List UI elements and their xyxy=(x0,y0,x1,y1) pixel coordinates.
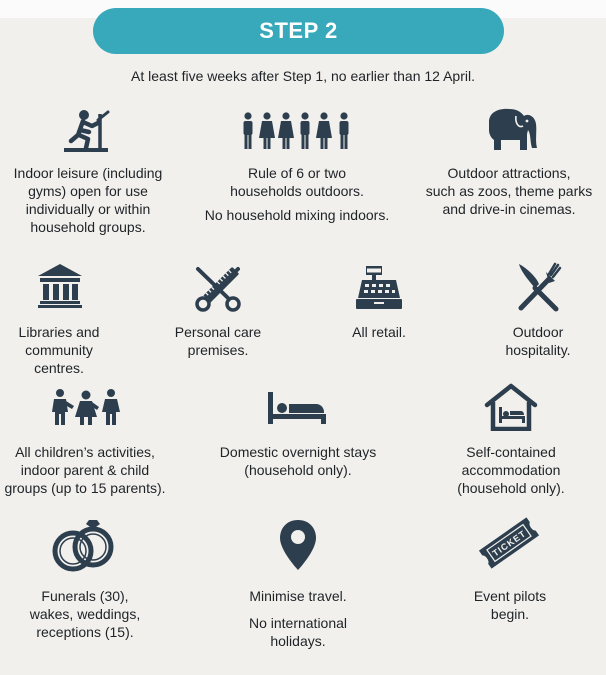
scissors-comb-icon xyxy=(193,263,243,313)
house-bed-icon xyxy=(483,383,539,431)
label-self-contained: Self-contained accommodation (household only). xyxy=(457,444,565,496)
label-libraries: Libraries and community centres. xyxy=(18,324,100,376)
step-subtitle: At least five weeks after Step 1, no earlier than 12 April. xyxy=(131,68,475,84)
map-pin-icon xyxy=(278,518,318,572)
label-event-pilots: Event pilots begin. xyxy=(473,588,547,622)
label-minimise-travel: Minimise travel. xyxy=(249,588,347,604)
elephant-icon xyxy=(481,104,541,154)
label-all-retail: All retail. xyxy=(352,324,406,340)
treadmill-icon xyxy=(62,108,114,154)
label-indoor-leisure: Indoor leisure (including gyms) open for use individually or within household groups. xyxy=(13,165,163,235)
label-childrens-activities: All children’s activities, indoor parent & child groups (up to 15 parents). xyxy=(4,444,166,496)
family-icon xyxy=(50,388,122,426)
bed-icon xyxy=(266,392,328,424)
people-group-icon xyxy=(240,112,354,150)
ticket-word: TICKET xyxy=(490,528,528,559)
label-overnight-stays: Domestic overnight stays (household only). xyxy=(219,444,377,478)
label-no-international: No international holidays. xyxy=(248,615,348,649)
label-personal-care: Personal care premises. xyxy=(174,324,262,358)
ticket-icon xyxy=(476,514,542,572)
knife-fork-icon xyxy=(513,262,563,312)
cash-register-icon xyxy=(354,266,404,310)
step-banner xyxy=(93,8,504,54)
library-building-icon xyxy=(37,263,83,309)
step-title: STEP 2 xyxy=(259,18,338,43)
label-no-indoor-mixing: No household mixing indoors. xyxy=(204,207,390,223)
label-outdoor-hospitality: Outdoor hospitality. xyxy=(505,324,571,358)
label-rule-of-six: Rule of 6 or two households outdoors. xyxy=(230,165,364,199)
label-outdoor-attractions: Outdoor attractions, such as zoos, theme parks and drive-in cinemas. xyxy=(425,165,593,217)
rings-icon xyxy=(48,518,118,574)
label-funerals-weddings: Funerals (30), wakes, weddings, receptions (15). xyxy=(29,588,141,640)
